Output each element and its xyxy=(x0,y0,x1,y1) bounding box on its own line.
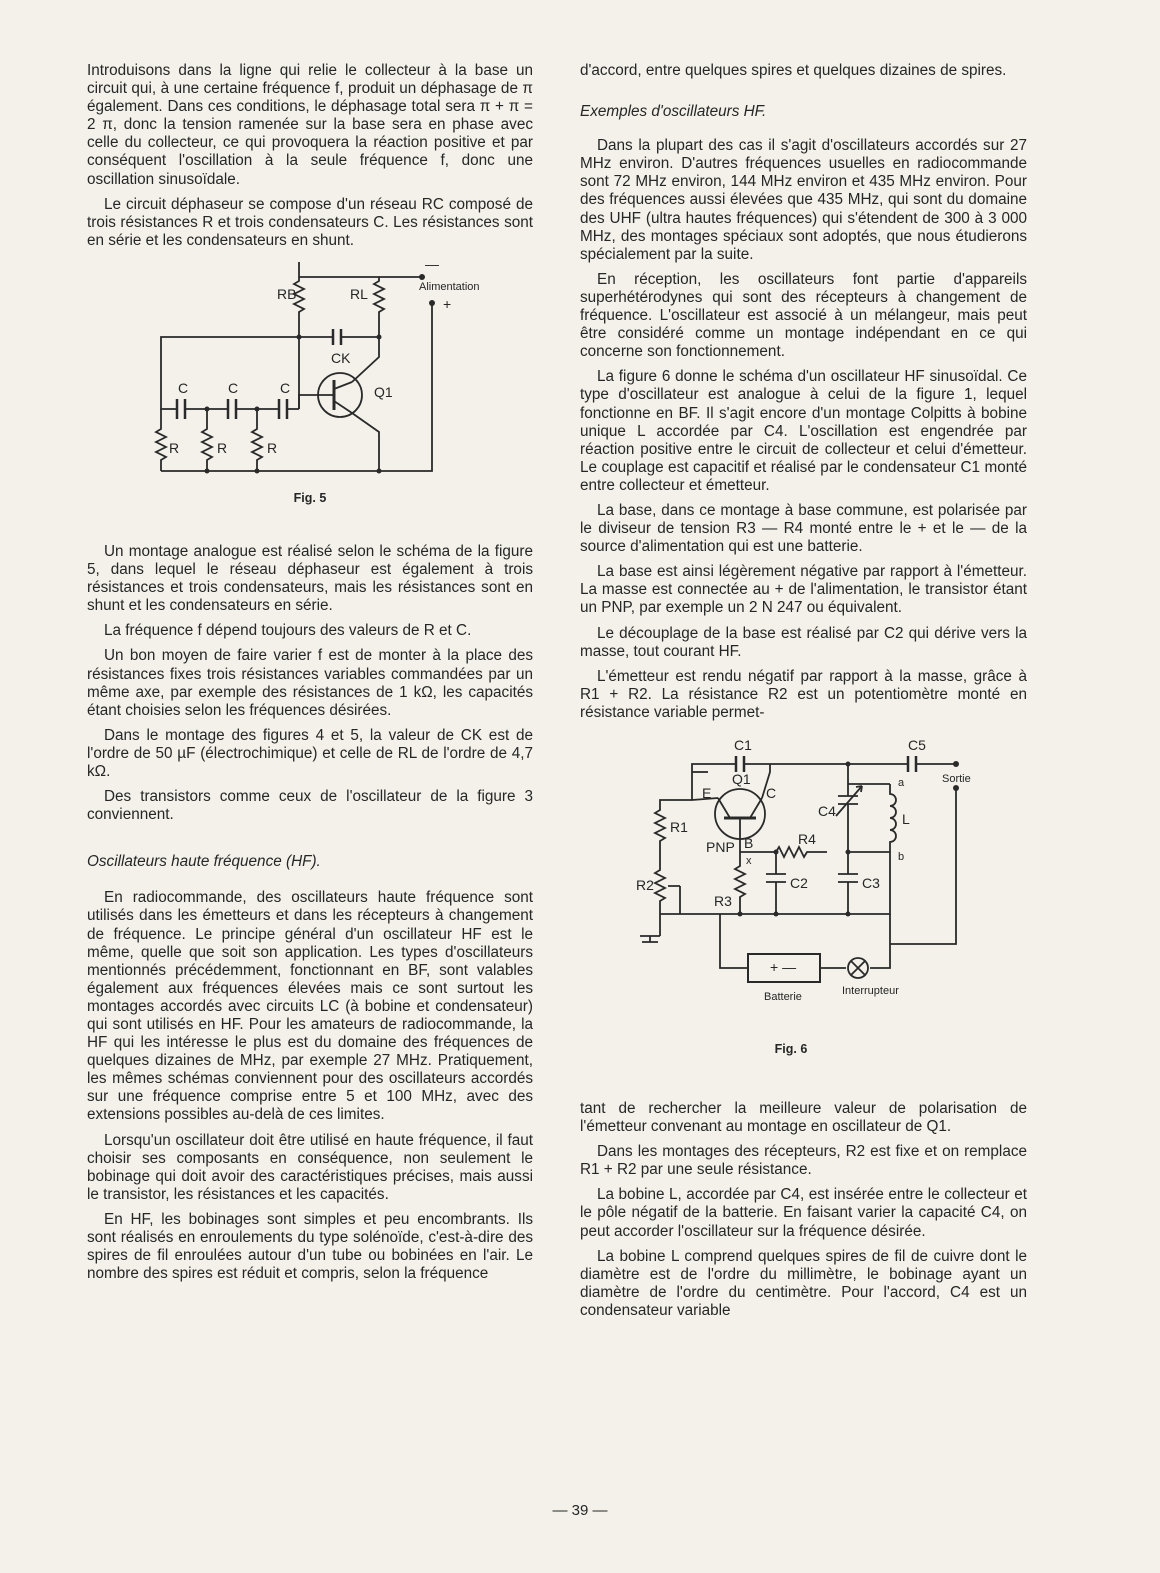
fig6-label-output: Sortie xyxy=(942,773,971,785)
fig5-label-r3: R xyxy=(267,439,278,456)
figure-6-schematic xyxy=(580,736,1027,1066)
fig5-label-minus: — xyxy=(425,256,439,272)
paragraph: L'émetteur est rendu négatif par rapport à la masse, grâce à R1 + R2. La résistance R2 est un potentiomètre monté en résistance variable permet- xyxy=(580,667,1027,721)
right-paragraph-bottom-first: tant de rechercher la meilleure valeur de polarisation de l'émetteur convenant au montage en oscillateur de Q1. xyxy=(580,1100,1027,1136)
paragraph: En réception, les oscillateurs font partie d'appareils superhétérodynes qui sont des récepteurs à changement de fréquence. L'oscillateur est associé à un mélangeur, mais peut être considéré comme un montage indépendant en ce qui concerne son fonctionnement. xyxy=(580,270,1027,361)
figure-5-caption: Fig. 5 xyxy=(293,490,327,505)
fig6-label-a: a xyxy=(898,777,905,789)
fig6-label-switch: Interrupteur xyxy=(842,985,899,997)
fig6-label-r2: R2 xyxy=(636,877,654,893)
fig6-label-c5: C5 xyxy=(908,737,926,753)
paragraph: Lorsqu'un oscillateur doit être utilisé en haute fréquence, il faut choisir ses composants en conséquence, non seulement le bobinage qui doit avoir des caractéristiques précises, mais aussi le transistor, les résistances et les capacités. xyxy=(87,1131,533,1203)
fig6-label-r3: R3 xyxy=(714,893,732,909)
fig5-label-q1: Q1 xyxy=(374,383,393,400)
right-paragraphs-top xyxy=(580,137,1027,722)
fig5-label-rb: RB xyxy=(277,285,297,302)
fig5-label-rl: RL xyxy=(350,285,368,302)
fig5-label-c1: C xyxy=(178,379,189,396)
fig5-label-plus: + xyxy=(443,295,452,312)
fig6-label-c4: C4 xyxy=(818,803,836,819)
right-column xyxy=(580,62,1027,1327)
fig6-label-r4: R4 xyxy=(798,831,816,847)
fig6-label-r1: R1 xyxy=(670,819,688,835)
left-column xyxy=(87,62,533,1290)
paragraph: Des transistors comme ceux de l'oscillateur de la figure 3 conviennent. xyxy=(87,788,533,824)
figure-6-caption: Fig. 6 xyxy=(774,1042,808,1056)
left-paragraphs-middle xyxy=(87,543,533,824)
figure-5 xyxy=(87,257,533,535)
paragraph: La fréquence f dépend toujours des valeurs de R et C. xyxy=(104,622,472,640)
paragraph: La base, dans ce montage à base commune, est polarisée par le diviseur de tension R3 — R4 monté entre le + et le — de la source d'alimentation qui est une batterie. xyxy=(580,501,1027,556)
left-paragraphs-top xyxy=(87,62,533,250)
paragraph: Un bon moyen de faire varier f est de monter à la place des résistances fixes trois résistances variables commandées par un même axe, par exemple des résistances de 1 kΩ, les capacités étant choisies selon les fréquences désirées. xyxy=(87,647,533,719)
paragraph: Dans le montage des figures 4 et 5, la valeur de CK est de l'ordre de 50 µF (électrochimique) et celle de RL de l'ordre de 4,7 kΩ. xyxy=(87,726,533,780)
right-paragraphs-bottom xyxy=(580,1143,1027,1320)
fig6-label-pnp: PNP xyxy=(706,839,735,855)
fig6-label-x: x xyxy=(746,855,752,867)
fig5-label-supply: Alimentation xyxy=(419,280,480,293)
fig6-label-q1: Q1 xyxy=(732,771,751,787)
fig5-label-ck: CK xyxy=(331,349,351,366)
fig5-label-r2: R xyxy=(217,439,228,456)
page-number: — 39 — xyxy=(552,1502,608,1519)
fig6-label-battery-polarity: + — xyxy=(770,959,797,975)
figure-5-schematic xyxy=(87,257,533,515)
paragraph: Le circuit déphaseur se compose d'un réseau RC composé de trois résistances R et trois condensateurs C. Les résistances sont en série et les condensateurs en shunt. xyxy=(87,195,533,249)
paragraph: La base est ainsi légèrement négative par rapport à l'émetteur. La masse est connectée au + de l'alimentation, le transistor étant un PNP, par exemple un 2 N 247 ou équivalent. xyxy=(580,563,1027,617)
fig6-label-c3: C3 xyxy=(862,875,880,891)
fig6-label-c2: C2 xyxy=(790,875,808,891)
fig5-label-r1: R xyxy=(169,439,180,456)
paragraph: Introduisons dans la ligne qui relie le collecteur à la base un circuit qui, à une certaine fréquence f, produit un déphasage de π également. Dans ces conditions, le déphasage total sera π + π = 2 π, donc la tension ramenée sur la base sera en phase avec celle du collecteur, ce qui provoquera la réaction positive et par conséquent l'oscillation à la seule fréquence f, donc une oscillation sinusoïdale. xyxy=(87,62,533,188)
left-paragraphs-bottom xyxy=(87,889,533,1283)
paragraph: Dans les montages des récepteurs, R2 est fixe et on remplace R1 + R2 par une seule résistance. xyxy=(580,1143,1027,1179)
fig6-label-l: L xyxy=(902,811,910,827)
fig6-label-c: C xyxy=(766,785,777,801)
paragraph: Le découplage de la base est réalisé par C2 qui dérive vers la masse, tout courant HF. xyxy=(580,624,1027,660)
paragraph: La bobine L comprend quelques spires de fil de cuivre dont le diamètre est de l'ordre du millimètre, le bobinage ayant un diamètre de l'ordre du centimètre. Pour l'accord, C4 est un condensateur variable xyxy=(580,1247,1027,1319)
heading-hf-examples: Exemples d'oscillateurs HF. xyxy=(580,103,767,121)
fig6-label-c1: C1 xyxy=(734,737,752,753)
figure-6 xyxy=(580,736,1027,1092)
fig6-label-e: E xyxy=(702,785,712,801)
right-paragraph-continuation: d'accord, entre quelques spires et quelques dizaines de spires. xyxy=(580,62,1007,79)
heading-hf-oscillators: Oscillateurs haute fréquence (HF). xyxy=(87,853,321,871)
paragraph: Dans la plupart des cas il s'agit d'oscillateurs accordés sur 27 MHz environ. D'autres fréquences usuelles en radiocommande sont 72 MHz environ, 144 MHz environ et 435 MHz environ. Pour des fréquences aussi élevées que 435 MHz, qui sont du domaine des UHF (ultra hautes fréquences) qui s'étendent de 300 à 3 000 MHz, des montages spéciaux sont adoptés, que nous étudierons spécialement par la suite. xyxy=(580,137,1027,263)
fig5-label-c2: C xyxy=(228,379,239,396)
paragraph: La figure 6 donne le schéma d'un oscillateur HF sinusoïdal. Ce type d'oscillateur est analogue à celui de la figure 1, lequel fonctionne en BF. Il s'agit encore d'un montage Colpitts à bobine unique L accordée par C4. L'oscillation est engendrée par réaction positive entre le circuit de collecteur et celui d'émetteur. Le couplage est capacitif et réalisé par le condensateur C1 monté entre collecteur et émetteur. xyxy=(580,368,1027,494)
paragraph: En HF, les bobinages sont simples et peu encombrants. Ils sont réalisés en enroulements du type solénoïde, c'est-à-dire des spires de fil enroulées autour d'un tube ou bobinées en l'air. Le nombre des spires est réduit et compris, selon la fréquence xyxy=(87,1210,533,1283)
fig6-label-bb: b xyxy=(898,851,905,863)
fig6-label-b: B xyxy=(744,835,754,851)
fig5-label-c3: C xyxy=(280,379,291,396)
paragraph: Un montage analogue est réalisé selon le schéma de la figure 5, dans lequel le réseau déphaseur est également à trois résistances et trois condensateurs, mais les résistances sont en shunt et les condensateurs en série. xyxy=(87,542,533,615)
paragraph: En radiocommande, des oscillateurs haute fréquence sont utilisés dans les émetteurs et dans les récepteurs à changement de fréquence. Le principe général d'un oscillateur HF est le même, quelle que soit son application. Les types d'oscillateurs mentionnés précédemment, fonctionnant en BF, sont valables également aux fréquences élevées mais ce sont surtout les montages accordés avec circuits LC (à bobine et condensateur) qui sont utilisés en HF. Pour les amateurs de radiocommande, la HF qui les intéresse le plus est du domaine des fréquences de quelques dizaines de MHz, par exemple 27 MHz. Pratiquement, les mêmes schémas conviennent pour des oscillateurs accordés sur une fréquence comprise entre 5 et 100 MHz, avec des extensions possibles au-delà de ces limites. xyxy=(87,889,533,1124)
fig6-label-battery: Batterie xyxy=(764,991,802,1003)
paragraph: La bobine L, accordée par C4, est insérée entre le collecteur et le pôle négatif de la batterie. En faisant varier la capacité C4, on peut accorder l'oscillateur sur la fréquence désirée. xyxy=(580,1186,1027,1240)
